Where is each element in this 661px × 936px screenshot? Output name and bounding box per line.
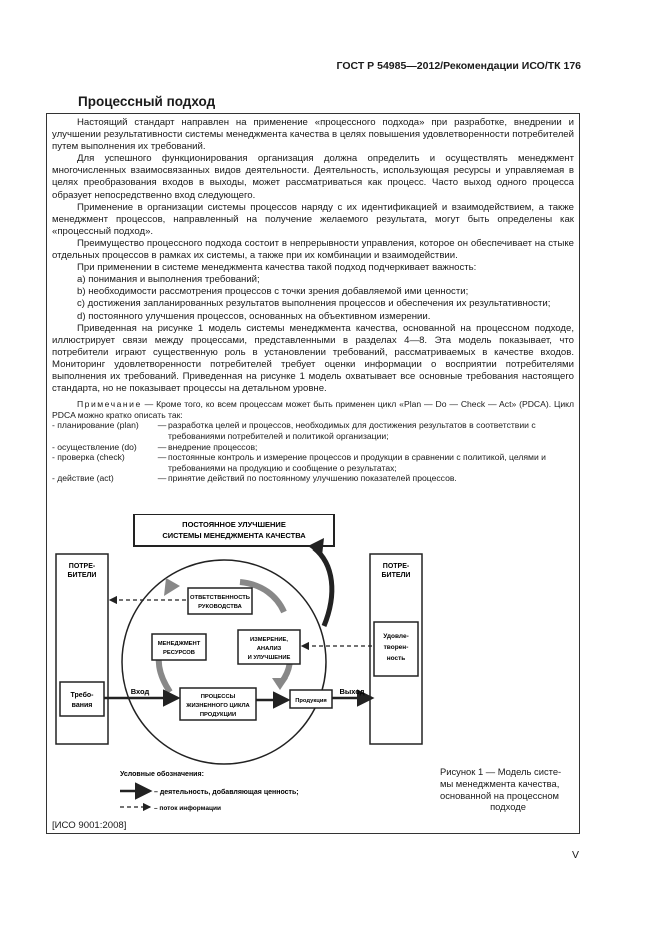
- product-output-label: Продукция: [295, 698, 327, 704]
- consumers-right-label-1: ПОТРЕ-: [382, 563, 410, 570]
- legend-title: Условные обозначения:: [120, 771, 204, 778]
- input-label: Вход: [130, 687, 150, 696]
- responsibility-label-2: РУКОВОДСТВА: [198, 604, 242, 610]
- improvement-label-2: СИСТЕМЫ МЕНЕДЖМЕНТА КАЧЕСТВА: [162, 531, 306, 540]
- caption-line: подходе: [490, 801, 526, 813]
- caption-line: мы менеджмента качества,: [440, 777, 560, 789]
- list-item: d) постоянного улучшения процессов, основанных на объективном измерении.: [77, 310, 431, 322]
- requirements-box: [60, 682, 104, 716]
- pdca-term: - осуществление (do): [52, 441, 137, 452]
- paragraph: Преимущество процессного подхода состоит в непрерывности управления, которое он обеспечивает на стыке отдельных процессов в рамках их системы, а также при их комбинации и взаимодействии.: [52, 237, 574, 262]
- pdca-desc: разработка целей и процессов, необходимых для достижения результатов в соответствии с требованиями потребителей и политикой организации;: [168, 420, 536, 441]
- pdca-desc: внедрение процессов;: [168, 441, 258, 452]
- pdca-desc: принятие действий по постоянному улучшению показателей процессов.: [168, 473, 457, 484]
- page-number: V: [572, 849, 580, 861]
- pdca-term: - планирование (plan): [52, 420, 139, 431]
- paragraph: Настоящий стандарт направлен на применение «процессного подхода» при разработке, внедрении и улучшении результативности системы менеджмента качества в целях повышения удовлетворенности потребителей путем выполнения их требований.: [52, 117, 574, 153]
- satisfaction-label-3: ность: [386, 655, 406, 662]
- body-text: [52, 117, 574, 484]
- list-item: c) достижения запланированных результатов выполнения процессов и обеспечения их результативности;: [77, 298, 551, 310]
- section-title: Процессный подход: [78, 94, 216, 109]
- figure-caption: [440, 766, 576, 813]
- pdca-term: - действие (act): [52, 473, 114, 484]
- pdca-desc: постоянные контроль и измерение процессов и продукции в сравнении с политикой, целями и требованиями на продукцию и сообщение о результатах;: [168, 452, 546, 473]
- output-label: Выход: [339, 687, 365, 696]
- caption-line: Рисунок 1 — Модель систе-: [440, 766, 562, 777]
- product-label-3: ПРОДУКЦИИ: [199, 712, 237, 718]
- measurement-label-1: ИЗМЕРЕНИЕ,: [249, 637, 289, 643]
- requirements-label-1: Требо-: [70, 692, 94, 699]
- resources-label-1: МЕНЕДЖМЕНТ: [157, 641, 201, 647]
- note-text: — Кроме того, ко всем процессам может быть применен цикл «Plan — Do — Check — Act» (PDCA). Цикл PDCA можно кратко описать так:: [52, 399, 574, 420]
- resources-label-2: РЕСУРСОВ: [163, 650, 195, 656]
- resource-management-box: [152, 634, 206, 660]
- management-responsibility-box: [188, 588, 252, 614]
- consumers-left-label-2: БИТЕЛИ: [67, 572, 97, 579]
- improvement-label-1: ПОСТОЯННОЕ УЛУЧШЕНИЕ: [182, 520, 286, 529]
- measurement-label-2: АНАЛИЗ: [256, 646, 282, 652]
- improvement-arrow: [314, 548, 332, 626]
- product-label-2: ЖИЗНЕННОГО ЦИКЛА: [186, 703, 250, 709]
- product-label-1: ПРОЦЕССЫ: [200, 694, 236, 700]
- source-reference: [ИСО 9001:2008]: [52, 820, 127, 831]
- consumers-left-label-1: ПОТРЕ-: [68, 563, 96, 570]
- paragraph: При применении в системе менеджмента качества такой подход подчеркивает важность:: [77, 262, 477, 274]
- measurement-label-3: И УЛУЧШЕНИЕ: [247, 655, 291, 661]
- consumers-right-label-2: БИТЕЛИ: [381, 572, 411, 579]
- responsibility-label-1: ОТВЕТСТВЕННОСТЬ: [190, 595, 250, 601]
- legend-activity-label: – деятельность, добавляющая ценность;: [154, 789, 299, 796]
- caption-line: основанной на процессном: [440, 789, 559, 801]
- note: [52, 399, 574, 484]
- paragraph: Приведенная на рисунке 1 модель системы менеджмента качества, основанной на процессном подходе, иллюстрирует связи между процессами, представленными в разделах 4—8. Эта модель показывает, что потребители играют существенную роль в установлении требований, рассматриваемых в качестве входов. Мониторинг удовлетворенности потребителей требует оценки информации о восприятии потребителями выполнения их требований. Приведенная на рисунке 1 модель охватывает все основные требования настоящего стандарта, но не показывает процессы на детальном уровне.: [52, 322, 574, 395]
- list-item: a) понимания и выполнения требований;: [77, 274, 260, 286]
- paragraph: Для успешного функционирования организация должна определить и осуществлять менеджмент многочисленных взаимосвязанных видов деятельности. Деятельность, использующая ресурсы и управляемая в целях преобразования входов в выходы, может рассматриваться как процесс. Часто выход одного процесса образует непосредственно вход следующего.: [52, 153, 574, 201]
- note-label: Примечание: [77, 399, 142, 410]
- pdca-term: - проверка (check): [52, 452, 125, 463]
- pdca-list: - планирование (plan) — разработка целей и процессов, необходимых для достижения результатов в соответствии с требованиями потребителей и политикой организации; - осуществление (do) — внедрение процессов; - проверка (check) — постоянные контроль и измерение процессов и продукции в сравнении с политикой, целями и требованиями на продукцию и сообщение о результатах; - действие (act) — принятие действий по постоянному улучшению показателей процессов.: [52, 420, 574, 484]
- legend-info-label: – поток информации: [154, 805, 221, 812]
- paragraph: Применение в организации системы процессов наряду с их идентификацией и взаимодействием, а также менеджмент процессов, направленный на получение желаемого результата, могут быть определены как «процессный подход».: [52, 201, 574, 237]
- satisfaction-label-1: Удовле-: [383, 633, 409, 640]
- list-item: b) необходимости рассмотрения процессов с точки зрения добавляемой ими ценности;: [77, 286, 469, 298]
- document-header: ГОСТ Р 54985—2012/Рекомендации ИСО/ТК 176: [336, 60, 581, 72]
- requirements-label-2: вания: [71, 702, 93, 709]
- satisfaction-label-2: творен-: [383, 644, 409, 651]
- improvement-box: [134, 514, 334, 546]
